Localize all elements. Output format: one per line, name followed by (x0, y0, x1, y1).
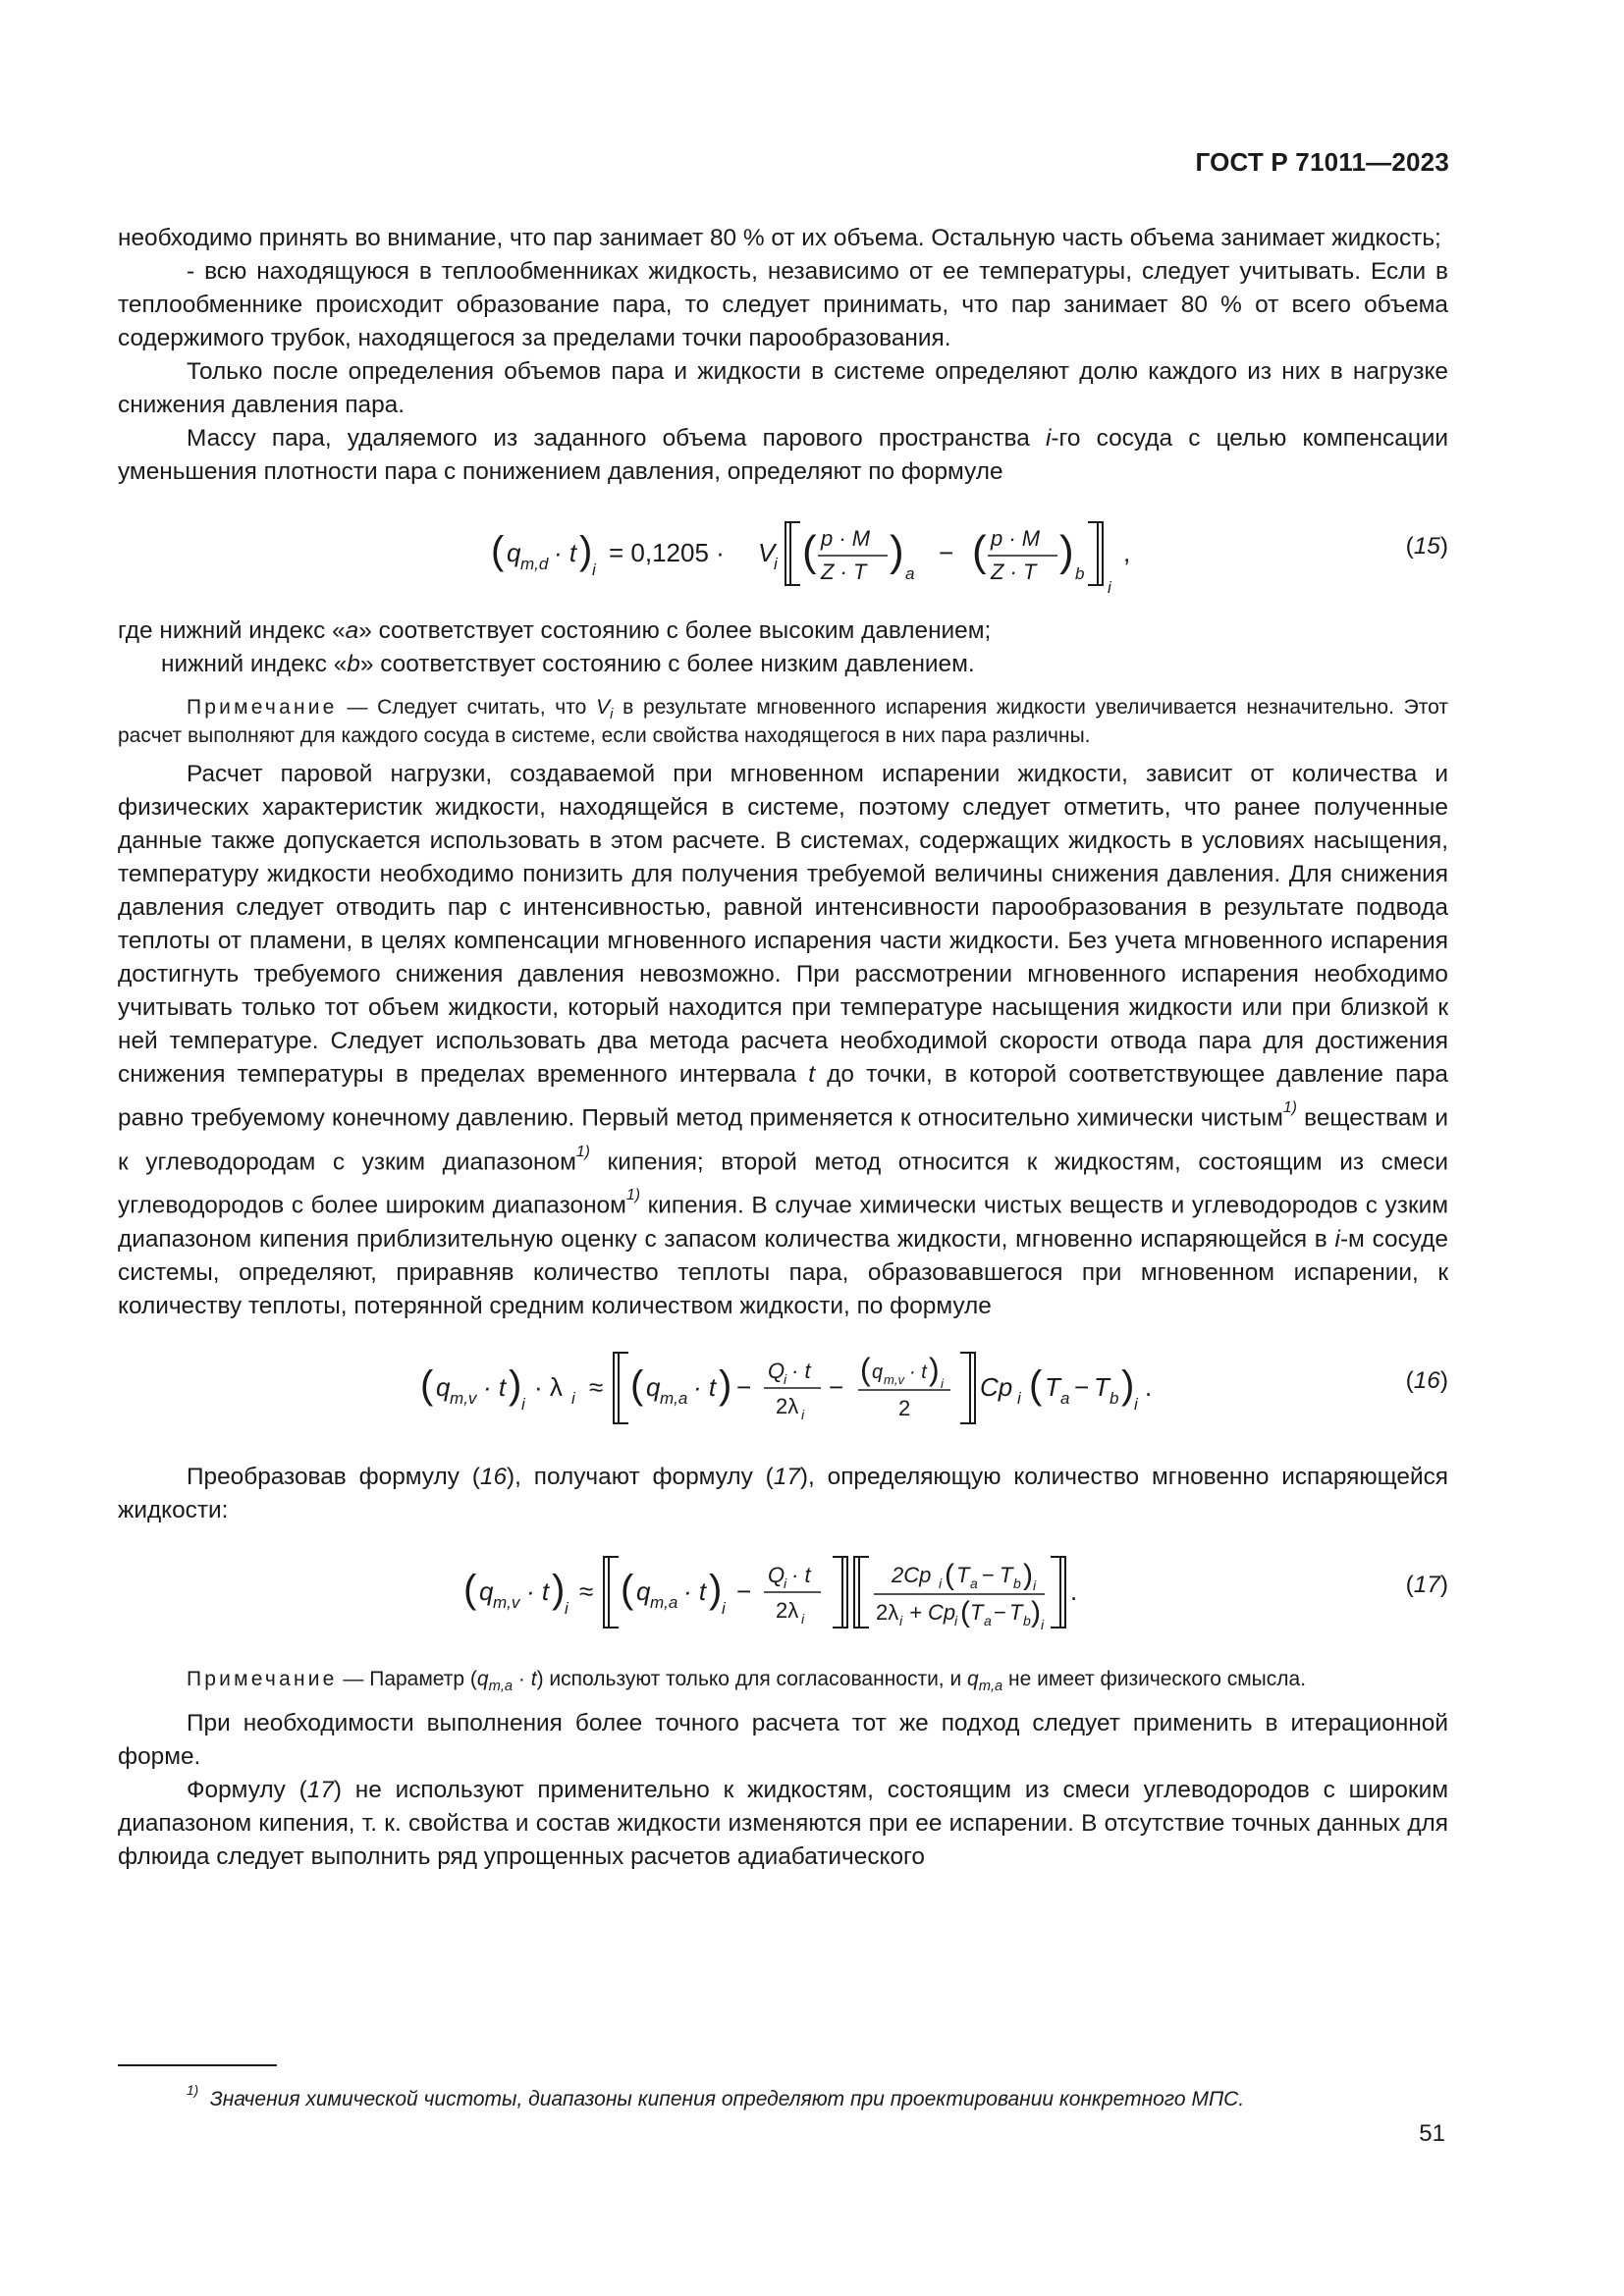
sub-b: b (1023, 1612, 1031, 1629)
variable: V (596, 696, 611, 719)
equation-number-value: 17 (1413, 1571, 1440, 1598)
paren-open: ( (463, 1567, 477, 1611)
sub-i: i (941, 1375, 944, 1391)
coefficient: = 0,1205 · (609, 538, 725, 567)
var-t: · t (909, 1361, 927, 1383)
var-V: V (758, 538, 776, 567)
variable: t (808, 1061, 815, 1088)
sub-a: a (970, 1575, 978, 1591)
paren-open: ( (860, 1351, 871, 1387)
sub-i: i (1033, 1576, 1037, 1593)
footnote-text: Значения химической чистоты, диапазоны кипения определяют при проектировании конкретного МПС. (209, 2088, 1245, 2111)
sub-md: m,d (520, 555, 549, 573)
frac-num: p · M (991, 526, 1041, 551)
variable: a (345, 617, 359, 644)
variable: t (530, 1667, 537, 1690)
text-run: в результате мгновенного испарения жидкости увеличивается незначительно. Этот расчет выполняют для каждого сосуда в системе, если свойства находящегося в них пара различны. (118, 696, 1448, 747)
paragraph: необходимо принять во внимание, что пар занимает 80 % от их объема. Остальную часть объема занимает жидкость; (118, 225, 1441, 251)
text-run: · (513, 1667, 531, 1690)
equation-number: (16) (1405, 1366, 1448, 1394)
text-run: Преобразовав формулу ( (187, 1463, 480, 1490)
var-Q: Q (768, 1562, 785, 1587)
paragraph (118, 648, 1448, 681)
sub-i: i (954, 1612, 958, 1629)
footnote-ref: 1) (625, 1187, 640, 1204)
sub-ma: m,a (650, 1592, 678, 1612)
paragraph: - всю находящуюся в теплообменниках жидкость, независимо от ее температуры, следует учитывать. Если в теплообменнике происходит образование пара, то следует принимать, что пар занимает 80 % от всего объема содержимого трубок, находящегося за пределами точки парообразования. (118, 258, 1448, 351)
equation-number: (17) (1405, 1571, 1448, 1598)
sub-mv: m,v (450, 1388, 477, 1408)
text-run: -го сосуда с целью компенсации уменьшения плотности пара с понижением давления, определяют по формуле (118, 425, 1448, 485)
var-T: T (970, 1599, 984, 1625)
var-T: T (1009, 1599, 1023, 1625)
paren-close: ) (719, 1362, 732, 1407)
note (118, 693, 1448, 750)
frac-den: Z · T (991, 560, 1037, 584)
var-T: T (1000, 1562, 1013, 1587)
sub-a: a (1060, 1388, 1070, 1408)
lambda: · λ (534, 1371, 563, 1402)
text-run: ) используют только для согласованности, и (536, 1667, 968, 1690)
footnote-ref: 1) (1282, 1099, 1297, 1116)
sub-i: i (521, 1394, 525, 1414)
var-q: q (479, 1575, 494, 1606)
footnote (187, 2077, 1453, 2113)
var-Q: Q (768, 1358, 785, 1383)
variable: b (347, 651, 360, 677)
var-t: · t (683, 1575, 707, 1606)
paren-open: ( (1029, 1362, 1043, 1407)
formula-16-graphic (118, 1339, 1448, 1433)
sub-i: i (801, 1610, 805, 1627)
paren-close: ) (1121, 1362, 1135, 1407)
minus: − (736, 1575, 752, 1606)
var-q: q (636, 1575, 651, 1606)
note-label: Примечание (187, 696, 338, 719)
plus-cp: + Cp (909, 1599, 956, 1625)
paren-close: ) (1023, 1558, 1033, 1591)
var-q: q (436, 1371, 451, 1402)
minus: − (994, 1599, 1006, 1625)
minus: − (939, 538, 954, 567)
text-run: веществам и к углеводородам с узким диапазоном (118, 1104, 1449, 1176)
bracket-close (833, 1557, 847, 1628)
sub-i: i (784, 1370, 787, 1387)
frac-den: Z · T (821, 560, 867, 584)
formula-15-graphic (118, 505, 1448, 599)
sub-i: i (899, 1612, 903, 1629)
comma: , (1123, 538, 1131, 567)
subscript: m,a (978, 1678, 1003, 1694)
var-t: · t (483, 1371, 507, 1402)
paragraph (118, 1461, 1448, 1527)
footnote-mark: 1) (187, 2083, 199, 2098)
sub-i: i (571, 1388, 575, 1408)
var-q: q (872, 1361, 884, 1383)
sub-i: i (784, 1575, 787, 1591)
text-run: ), определяющую количество мгновенно испаряющейся жидкости: (118, 1463, 1449, 1523)
paren-open: ( (802, 527, 817, 575)
text-run: где нижний индекс « (118, 617, 346, 644)
variable: 17 (306, 1776, 334, 1803)
formula-16 (118, 1339, 1448, 1433)
variable: 17 (773, 1463, 800, 1490)
bracket-close (960, 1353, 975, 1423)
paren-open: ( (491, 529, 505, 572)
text-run: — Параметр ( (337, 1667, 477, 1690)
formula-15 (118, 505, 1448, 599)
frac-num: p · M (821, 526, 871, 551)
equation-number: (15) (1405, 533, 1448, 560)
var-t: · t (693, 1371, 717, 1402)
text-run: ) не используют применительно к жидкостям, состоящим из смеси углеводородов с широким диапазоном кипения, т. к. свойства и состав жидкости изменяются при ее испарении. В отсутствие точных данных для флюида следует выполнить ряд упрощенных расчетов адиабатического (118, 1776, 1448, 1870)
approx: ≈ (589, 1371, 604, 1402)
sub-i: i (801, 1406, 805, 1422)
paren-open: ( (420, 1362, 434, 1407)
sub-i: i (565, 1598, 568, 1618)
formula-17 (118, 1543, 1448, 1637)
sub-i: i (1108, 578, 1111, 597)
text-run: до точки, в которой соответствующее давление пара равно требуемому конечному давлению. Первый метод применяется к относительно химически чистым (118, 1061, 1448, 1132)
subscript: i (610, 707, 614, 723)
subscript: m,a (488, 1678, 514, 1694)
minus: − (829, 1371, 844, 1402)
sub-i: i (939, 1575, 943, 1591)
text-run: Массу пара, удаляемого из заданного объема парового пространства (187, 425, 1046, 452)
page-number: 51 (1419, 2120, 1445, 2147)
paren-close: ) (1059, 527, 1074, 575)
sub-b: b (1013, 1575, 1021, 1591)
var-Cp: Cp (980, 1371, 1013, 1402)
bracket-open (854, 1557, 869, 1628)
text-run: Формулу ( (187, 1776, 307, 1803)
var-q: q (507, 538, 521, 567)
text-run: ), получают формулу ( (507, 1463, 774, 1490)
formula-17-graphic (118, 1543, 1448, 1637)
text-run: не имеет физического смысла. (1002, 1667, 1307, 1690)
minus: − (736, 1371, 752, 1402)
variable: i (1334, 1225, 1340, 1253)
sub-i: i (1017, 1388, 1021, 1408)
sub-mv: m,v (884, 1371, 904, 1387)
equation-number-value: 16 (1413, 1366, 1440, 1394)
paren-close: ) (552, 1567, 566, 1611)
text-run: — Следует считать, что (337, 696, 597, 719)
period: . (1145, 1371, 1153, 1402)
paren-close: ) (1031, 1595, 1041, 1629)
sub-mv: m,v (493, 1592, 520, 1612)
sub-b: b (1110, 1388, 1119, 1408)
text-run: » соответствует состоянию с более низким давлением. (359, 651, 975, 677)
text-run: » соответствует состоянию с более высоким давлением; (358, 617, 992, 644)
sub-i: i (1041, 1616, 1045, 1632)
paragraph: При необходимости выполнения более точного расчета тот же подход следует применить в итерационной форме. (118, 1709, 1448, 1770)
sub-i: i (774, 555, 778, 573)
sub-b: b (1075, 564, 1085, 583)
sub-i: i (592, 561, 596, 579)
two: 2 (898, 1395, 911, 1420)
document-id: ГОСТ Р 71011—2023 (1195, 147, 1449, 177)
var-T: T (956, 1562, 970, 1587)
text-run: нижний индекс « (161, 651, 348, 677)
paren-close: ) (709, 1567, 723, 1611)
paragraph (118, 1774, 1448, 1874)
var-q: q (646, 1371, 661, 1402)
sub-i: i (722, 1598, 726, 1618)
text-run: кипения. В случае химически чистых веществ и углеводородов с узким диапазоном кипения приблизительную оценку с запасом количества жидкости, мгновенно испаряющейся в (118, 1192, 1449, 1253)
var-T: T (1045, 1371, 1060, 1402)
variable: 16 (479, 1463, 508, 1490)
paren-close: ) (509, 1362, 522, 1407)
den-2lambda: 2λ (876, 1599, 899, 1625)
sub-a: a (905, 564, 915, 583)
paragraph (118, 758, 1448, 1323)
note-label: Примечание (187, 1667, 338, 1690)
var-t: · t (526, 1575, 550, 1606)
bracket-open (785, 522, 800, 585)
note (118, 1665, 1448, 1693)
sub-a: a (984, 1612, 992, 1629)
bracket-open (604, 1557, 619, 1628)
paren-close: ) (579, 529, 593, 572)
var-t: · t (791, 1358, 811, 1383)
footnote-divider (118, 2064, 277, 2066)
var-t: · t (791, 1562, 811, 1587)
period: . (1070, 1575, 1078, 1606)
bracket-close (1088, 522, 1103, 585)
paragraph (118, 614, 1448, 648)
text-run: -м сосуде системы, определяют, приравняв количество теплоты пара, образовавшегося при мгновенном испарении, к количеству теплоты, потерянной средним количеством жидкости, по формуле (118, 1225, 1448, 1319)
sub-i: i (1134, 1394, 1138, 1414)
paren-open: ( (945, 1558, 954, 1591)
var-T: T (1094, 1371, 1110, 1402)
variable: i (1045, 425, 1052, 452)
text-run: Расчет паровой нагрузки, создаваемой при мгновенном испарении жидкости, зависит от количества и физических характеристик жидкости, находящейся в системе, поэтому следует отметить, что ранее полученные данные также допускается использовать в этом расчете. В системах, содержащих жидкость в условиях насыщения, температуру жидкости необходимо понизить для получения требуемой величины снижения давления. Для снижения давления следует отводить пар с интенсивностью, равной интенсивности парообразования в результате подвода теплоты от пламени, в целях компенсации мгновенного испарения части жидкости. Без учета мгновенного испарения достигнуть требуемого снижения давления невозможно. При рассмотрении мгновенного испарения необходимо учитывать только тот объем жидкости, который находится при температуре насыщения жидкости или при близкой к ней температуре. Следует использовать два метода расчета необходимой скорости отвода пара для достижения снижения температуры в пределах временного интервала (118, 761, 1448, 1088)
two-lambda: 2λ (776, 1597, 799, 1623)
paragraph (118, 422, 1448, 489)
paren-open: ( (630, 1362, 644, 1407)
two-lambda: 2λ (776, 1393, 799, 1418)
page-body (118, 222, 1448, 1874)
var-t: · t (554, 538, 577, 567)
equation-number-value: 15 (1413, 533, 1440, 560)
paragraph: Только после определения объемов пара и жидкости в системе определяют долю каждого из них в нагрузке снижения давления пара. (118, 358, 1448, 418)
paren-open: ( (621, 1567, 634, 1611)
paren-open: ( (960, 1595, 970, 1629)
sub-ma: m,a (660, 1388, 688, 1408)
minus: − (1074, 1371, 1090, 1402)
approx: ≈ (579, 1575, 594, 1606)
text-run: кипения; второй метод относится к жидкостям, состоящим из смеси углеводородов с более широким диапазоном (118, 1148, 1449, 1219)
paren-close: ) (929, 1351, 940, 1387)
variable: q (967, 1667, 979, 1690)
paren-open: ( (972, 527, 987, 575)
paren-close: ) (890, 527, 904, 575)
minus: − (982, 1562, 995, 1587)
bracket-open (614, 1353, 628, 1423)
variable: q (476, 1667, 489, 1690)
num-2cp: 2Cp (892, 1562, 932, 1587)
bracket-close (1051, 1557, 1065, 1628)
footnote-ref: 1) (575, 1143, 590, 1160)
